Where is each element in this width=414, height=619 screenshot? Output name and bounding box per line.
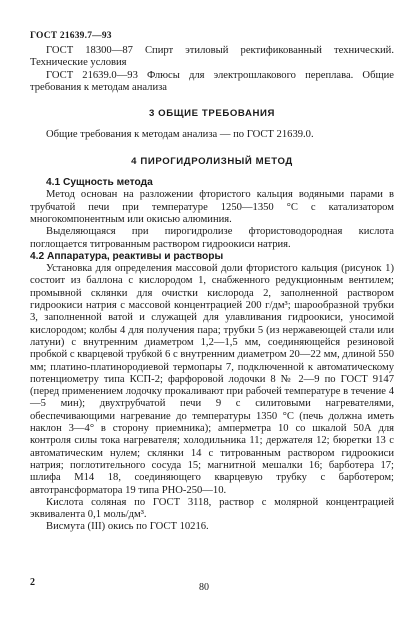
subsection-4-1-title: 4.1 Сущность метода — [46, 177, 153, 189]
subsection-4-2-title: 4.2 Аппаратура, реактивы и растворы — [30, 250, 224, 262]
hydrochloric-acid-paragraph: Кислота соляная по ГОСТ 3118, раствор с молярной концентрацией эквивалента 0,1 моль/дм³. — [30, 496, 394, 521]
section-3-paragraph: Общие требования к методам анализа — по ГОСТ 21639.0. — [46, 129, 314, 141]
method-principle-paragraph: Метод основан на разложении фтористого кальция водяными парами в трубчатой печи при температуре 1250—1350 °С с катализатором многокомпонентным или окисью алюминия. — [30, 189, 394, 225]
bismuth-oxide-paragraph: Висмута (III) окись по ГОСТ 10216. — [46, 521, 209, 533]
apparatus-paragraph: Установка для определения массовой доли фтористого кальция (рисунок 1) состоит из баллона с кислородом 1, снабженного редукционным вентилем; промывной склянки для очистки кислорода 2, заполненной раствором гидроокиси натрия с массовой концентрацией 200 г/дм³; шарообразной трубки 3, заполненной ватой и служащей для улавливания гидроокиси, уносимой кислородом; колбы 4 для получения пара; трубки 5 (из нержавеющей стали или латуни) с внутренним диаметром 1,2—1,5 мм, соединяющейся резиновой пробкой с кварцевой трубкой 6 с внутренним диаметром 20—22 мм, длиной 550 мм; платино-платинородиевой термопары 7, подключенной к автоматическому потенциометру типа КСП-2; фарфоровой лодочки 8 № 2—9 по ГОСТ 9147 (перед применением лодочку прокаливают при рабочей температуре в течение 4—5 мин); двухтрубчатой печи 9 с силитовыми нагревателями, обеспечивающими нагревание до температуры 1350 °С (печь должна иметь наклон 3—4° в сторону приемника); амперметра 10 со шкалой 50А для контроля силы тока нагревателя; холодильника 11; держателя 12; бюретки 13 с автоматическим нулем; склянки 14 с титрованным раствором гидроокиси натрия; поглотительного сосуда 15; магнитной мешалки 16; барботера 17; шлифа М14 18, соединяющего кварцевую трубку с барботером; автотрансформатора 19 типа РНО-250—10. — [30, 263, 394, 496]
absorption-paragraph: Выделяющаяся при пирогидролизе фтористоводородная кислота поглощается титрованным раствором гидроокиси натрия. — [30, 226, 394, 250]
document-header-code: ГОСТ 21639.7—93 — [30, 31, 112, 41]
footer-left-number: 2 — [30, 577, 35, 588]
document-body — [30, 45, 394, 534]
reference-paragraph-1: ГОСТ 18300—87 Спирт этиловый ректификованный технический. Технические условия — [30, 45, 394, 69]
section-4-title: 4 ПИРОГИДРОЛИЗНЫЙ МЕТОД — [131, 155, 293, 167]
reference-paragraph-2: ГОСТ 21639.0—93 Флюсы для электрошлакового переплава. Общие требования к методам анализа — [30, 69, 394, 93]
page-number: 80 — [199, 582, 209, 593]
section-3-title: 3 ОБЩИЕ ТРЕБОВАНИЯ — [148, 108, 275, 120]
